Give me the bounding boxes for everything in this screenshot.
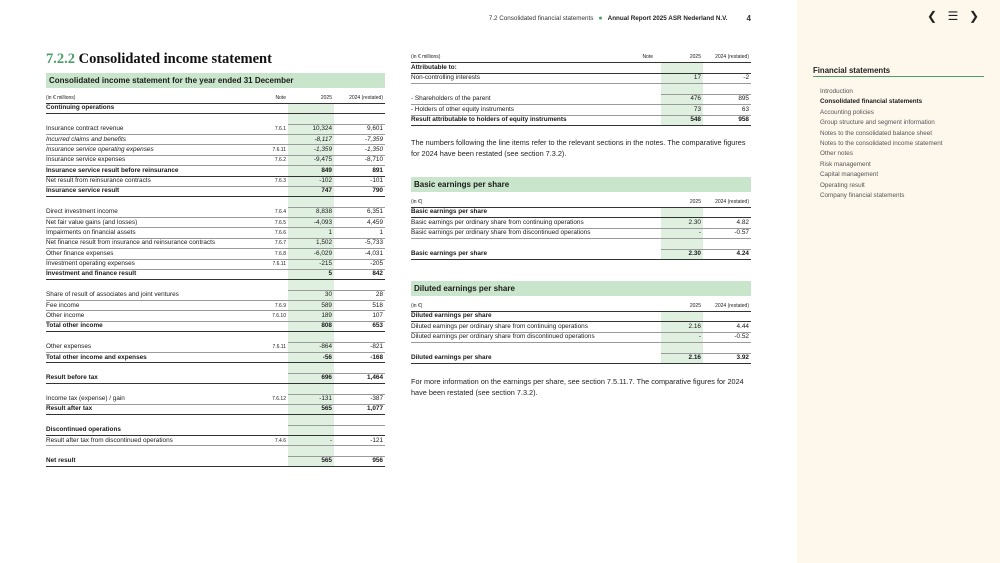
year-2024-header: 2024 (restated) (349, 95, 383, 101)
table-row (46, 425, 385, 435)
value-2024: -821 (370, 343, 383, 351)
table-row (46, 269, 385, 279)
row-label: Discontinued operations (46, 426, 121, 434)
value-2025: 2.30 (688, 218, 701, 226)
table-row (46, 238, 385, 248)
value-2025: 548 (690, 116, 701, 123)
row-label: Basic earnings per ordinary share from discontinued operations (411, 229, 591, 237)
unit-label: (in €) (411, 199, 423, 205)
value-2024: -387 (370, 395, 383, 403)
row-label: Share of result of associates and joint ventures (46, 291, 179, 299)
eps-note: For more information on the earnings per share, see section 7.5.11.7. The comparative figures for 2024 have been restated (see section 7.3.2). (411, 377, 744, 397)
table-spacer-row (411, 343, 751, 353)
note-column-header: Note (642, 54, 653, 60)
table-row (46, 176, 385, 186)
sidebar-nav-item[interactable]: Operating result (820, 181, 865, 189)
value-2024: 107 (372, 311, 383, 319)
note-ref: 7.6.7 (274, 240, 286, 247)
value-2025: - (329, 436, 332, 444)
sidebar-nav-item[interactable]: Group structure and segment information (820, 119, 935, 127)
row-label: Net result (46, 457, 76, 465)
table-row (46, 436, 385, 446)
table-row (46, 124, 385, 134)
value-2025: 565 (321, 457, 332, 465)
value-2025: 589 (321, 301, 332, 309)
value-2025: 476 (690, 95, 701, 102)
row-label: Insurance service result before reinsurance (46, 166, 179, 174)
note-ref: 7.6.3 (274, 178, 286, 185)
diluted-eps-band: Diluted earnings per share (411, 281, 751, 296)
table-row (46, 145, 385, 155)
year-2025-header: 2025 (689, 54, 701, 60)
note-ref: 7.6.11 (272, 261, 286, 268)
table-row (411, 94, 751, 104)
unit-label: (in € millions) (46, 95, 76, 101)
unit-label: (in €) (411, 303, 423, 309)
value-2024: 895 (738, 95, 749, 102)
value-2025: -6,029 (313, 249, 332, 257)
note-ref: 7.4.6 (274, 437, 286, 444)
value-2025: 17 (693, 74, 701, 81)
header-report-title[interactable]: Annual Report 2025 ASR Nederland N.V. (607, 15, 728, 22)
table-spacer-row (46, 384, 385, 394)
sidebar-nav-item[interactable]: Other notes (820, 150, 853, 158)
value-2024: 4,459 (367, 218, 383, 226)
row-label: - Holders of other equity instruments (411, 105, 515, 113)
table-row (411, 207, 751, 217)
table-row (411, 353, 751, 363)
value-2024: -168 (370, 353, 383, 361)
value-2025: -102 (319, 177, 332, 185)
row-label: Attributable to: (411, 63, 457, 71)
row-label: Diluted earnings per share (411, 354, 492, 362)
row-label: Investment operating expenses (46, 260, 135, 268)
income-statement-table (46, 93, 385, 473)
value-2025: 8,838 (316, 208, 332, 216)
value-2025: 2.30 (688, 250, 701, 258)
note-ref: 7.6.6 (274, 229, 286, 236)
table-header-row (46, 93, 385, 103)
row-label: Income tax (expense) / gain (46, 395, 125, 403)
table-row (46, 228, 385, 238)
note-ref: 7.6.10 (272, 312, 286, 319)
basic-eps-table (411, 197, 751, 267)
value-2025: -4,093 (313, 218, 332, 226)
row-label: Continuing operations (46, 104, 115, 112)
note-ref: 7.6.9 (274, 302, 286, 309)
table-row (46, 166, 385, 176)
row-label: Basic earnings per share (411, 208, 488, 216)
row-label: Basic earnings per ordinary share from continuing operations (411, 218, 584, 226)
sidebar-nav-item[interactable]: Company financial statements (820, 192, 905, 200)
year-2024-header: 2024 (restated) (715, 303, 749, 309)
value-2025: -8,117 (314, 135, 332, 143)
value-2025: -1,359 (313, 145, 332, 153)
table-row (46, 301, 385, 311)
row-label: Net fair value gains (and losses) (46, 218, 138, 226)
value-2024: 842 (372, 270, 383, 278)
chevron-left-icon[interactable]: ❮ (926, 9, 938, 23)
value-2025: 189 (321, 311, 332, 319)
value-2024: -0.52 (734, 333, 749, 341)
table-row (46, 259, 385, 269)
row-label: Other expenses (46, 343, 92, 351)
value-2025: 849 (321, 166, 332, 174)
table-row (411, 218, 751, 228)
value-2025: 73 (693, 105, 701, 113)
value-2025: 30 (324, 291, 332, 299)
value-2025: -131 (319, 395, 332, 403)
value-2025: 1,502 (316, 239, 332, 247)
value-2024: 9,601 (367, 125, 383, 133)
value-2025: 808 (321, 322, 332, 330)
header-section[interactable]: 7.2 Consolidated financial statements (488, 15, 594, 22)
table-row (411, 105, 751, 115)
row-label: Basic earnings per share (411, 250, 488, 258)
table-row (46, 321, 385, 331)
table-row (46, 103, 385, 113)
sidebar-nav-list (820, 87, 943, 201)
value-2025: 696 (321, 374, 332, 382)
row-rule (411, 125, 751, 126)
value-2024: 4.82 (736, 218, 749, 226)
table-header-row (411, 197, 751, 207)
value-2024: 790 (372, 187, 383, 195)
row-label: Diluted earnings per share (411, 312, 492, 320)
row-label: Insurance contract revenue (46, 125, 124, 133)
table-row (46, 373, 385, 383)
table-row (46, 186, 385, 196)
year-2025-header: 2025 (689, 199, 701, 205)
row-label: Insurance service operating expenses (46, 145, 154, 153)
note-ref: 7.6.12 (272, 396, 286, 403)
sidebar-nav-item[interactable]: Consolidated financial statements (820, 98, 923, 106)
page-number: 4 (746, 14, 751, 23)
table-header-row (411, 301, 751, 311)
value-2024: 1,464 (367, 374, 383, 382)
page-title (46, 51, 272, 68)
table-row (46, 135, 385, 145)
note-ref: 7.6.11 (272, 344, 286, 351)
row-label: Impairments on financial assets (46, 228, 136, 236)
row-label: Result after tax from discontinued operations (46, 436, 173, 444)
table-spacer-row (411, 84, 751, 94)
attribution-table (411, 52, 751, 127)
value-2024: -1,350 (364, 145, 383, 153)
value-2025: -864 (319, 343, 332, 351)
table-spacer-row (46, 415, 385, 425)
value-2025: 565 (321, 405, 332, 413)
value-2025: - (698, 333, 701, 341)
year-2024-header: 2024 (restated) (715, 54, 749, 60)
row-label: Total other income (46, 322, 103, 330)
page-header (489, 14, 751, 23)
unit-label: (in € millions) (411, 54, 441, 60)
value-2024: -205 (370, 260, 383, 268)
value-2024: 6,351 (367, 208, 383, 216)
value-2024: -8,710 (364, 156, 383, 164)
row-rule (46, 466, 385, 467)
value-2024: 28 (375, 291, 383, 299)
row-label: Direct investment income (46, 208, 118, 216)
table-header-row (411, 52, 751, 62)
table-row (411, 63, 751, 73)
note-ref: 7.6.4 (274, 209, 286, 216)
sidebar-nav-item[interactable]: Notes to the consolidated balance sheet (820, 129, 933, 137)
table-row (46, 155, 385, 165)
row-label: Incurred claims and benefits (46, 135, 126, 143)
row-label: - Shareholders of the parent (411, 95, 491, 102)
bullet-icon: ● (598, 15, 603, 22)
value-2024: 3.92 (736, 354, 749, 362)
row-label: Non-controlling interests (411, 74, 480, 81)
row-label: Result attributable to holders of equity instruments (411, 116, 567, 123)
restatement-note: The numbers following the line items refer to the relevant sections in the notes. The comparative figures for 2024 have been restated (see section 7.3.2). (411, 138, 746, 158)
basic-eps-band: Basic earnings per share (411, 177, 751, 192)
table-row (411, 73, 751, 83)
value-2024: -121 (370, 436, 383, 444)
value-2024: -0.57 (734, 229, 749, 237)
row-rule (411, 259, 751, 260)
value-2024: 1,077 (367, 405, 383, 413)
table-spacer-row (46, 446, 385, 456)
row-label: Investment and finance result (46, 270, 137, 278)
year-2024-header: 2024 (restated) (715, 199, 749, 205)
value-2024: 958 (738, 116, 749, 123)
value-2024: 891 (372, 166, 383, 174)
table-spacer-row (46, 114, 385, 124)
value-2025: 10,324 (312, 125, 332, 133)
value-2025: - (698, 229, 701, 237)
table-spacer-row (46, 197, 385, 207)
value-2024: 1 (379, 228, 383, 236)
row-label: Result before tax (46, 374, 98, 382)
value-2025: 2.16 (688, 322, 701, 330)
row-label: Other income (46, 311, 85, 319)
note-ref: 7.6.8 (274, 250, 286, 257)
sidebar (797, 0, 1000, 563)
year-2025-header: 2025 (689, 303, 701, 309)
value-2024: 63 (741, 105, 749, 113)
value-2025: -9,475 (313, 156, 332, 164)
table-row (46, 207, 385, 217)
value-2025: 5 (328, 270, 332, 278)
table-row (46, 290, 385, 300)
note-ref: 7.6.11 (272, 146, 286, 153)
value-2024: 518 (372, 301, 383, 309)
row-label: Net result from reinsurance contracts (46, 177, 151, 185)
table-row (411, 249, 751, 259)
value-2024: 4.24 (736, 250, 749, 258)
table-spacer-row (46, 332, 385, 342)
value-2024: 653 (372, 322, 383, 330)
table-row (46, 404, 385, 414)
section-title: Consolidated income statement (78, 51, 272, 67)
table-row (411, 228, 751, 238)
value-2025: 747 (321, 187, 332, 195)
value-2025: -215 (319, 260, 332, 268)
table-spacer-row (46, 363, 385, 373)
income-statement-band: Consolidated income statement for the year ended 31 December (46, 73, 385, 88)
table-row (46, 218, 385, 228)
row-label: Result after tax (46, 405, 93, 413)
value-2024: -2 (743, 74, 749, 81)
table-spacer-row (411, 239, 751, 249)
row-label: Total other income and expenses (46, 353, 147, 361)
value-2025: 1 (328, 228, 332, 236)
section-number: 7.2.2 (46, 51, 75, 67)
sidebar-nav-item[interactable]: Notes to the consolidated income statement (820, 140, 943, 148)
table-row (411, 332, 751, 342)
row-label: Diluted earnings per ordinary share from continuing operations (411, 322, 588, 330)
note-ref: 7.6.2 (274, 157, 286, 164)
row-label: Insurance service result (46, 187, 120, 195)
value-2024: 4.44 (736, 322, 749, 330)
sidebar-nav-item[interactable]: Capital management (820, 171, 879, 179)
row-label: Diluted earnings per ordinary share from discontinued operations (411, 333, 595, 341)
diluted-eps-table (411, 301, 751, 371)
table-row (46, 249, 385, 259)
row-label: Insurance service expenses (46, 156, 126, 164)
row-rule (411, 363, 751, 364)
chevron-right-icon[interactable]: ❯ (968, 9, 980, 23)
table-row (46, 353, 385, 363)
table-spacer-row (46, 280, 385, 290)
value-2024: -101 (370, 177, 383, 185)
value-2024: -5,733 (364, 239, 383, 247)
row-label: Fee income (46, 301, 80, 309)
menu-icon[interactable]: ☰ (947, 9, 959, 23)
table-row (46, 342, 385, 352)
sidebar-title[interactable]: Financial statements (813, 66, 891, 75)
value-2024: 956 (372, 457, 383, 465)
table-row (46, 311, 385, 321)
note-ref: 7.6.1 (274, 126, 286, 133)
row-label: Net finance result from insurance and reinsurance contracts (46, 239, 216, 247)
sidebar-divider (813, 76, 984, 77)
value-2025: 2.16 (688, 354, 701, 362)
value-2024: -4,031 (364, 249, 383, 257)
year-2025-header: 2025 (320, 95, 332, 101)
sidebar-nav-item[interactable]: Accounting policies (820, 108, 874, 116)
note-column-header: Note (275, 95, 286, 101)
table-row (46, 456, 385, 466)
value-2025: -56 (322, 353, 332, 361)
table-row (411, 311, 751, 321)
row-label: Other finance expenses (46, 249, 114, 257)
sidebar-nav-item[interactable]: Introduction (820, 88, 853, 95)
table-row (411, 115, 751, 125)
note-ref: 7.6.5 (274, 219, 286, 226)
table-row (411, 322, 751, 332)
value-2024: -7,359 (364, 135, 383, 143)
sidebar-nav-item[interactable]: Risk management (820, 160, 871, 168)
table-row (46, 394, 385, 404)
